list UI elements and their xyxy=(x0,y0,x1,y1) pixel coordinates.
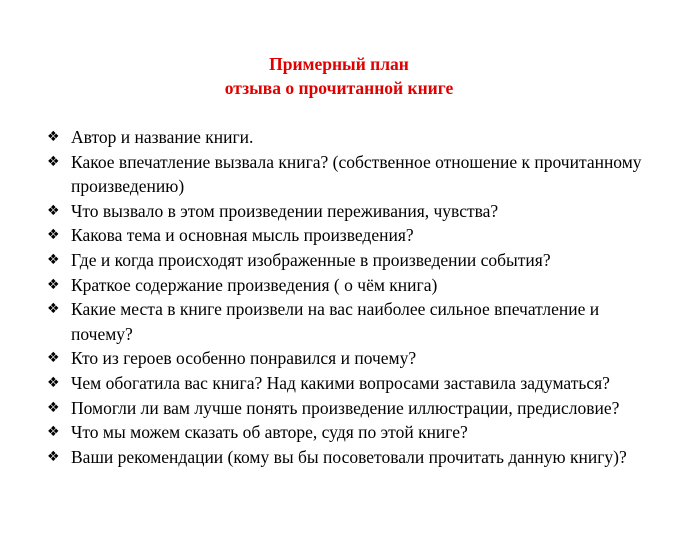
list-item-text: Где и когда происходят изображенные в произведении события? xyxy=(71,249,551,270)
list-item xyxy=(47,445,657,470)
list-item-text: Какие места в книге произвели на вас наиболее сильное впечатление и почему? xyxy=(71,299,600,344)
list-item-text: Чем обогатила вас книга? Над какими вопросами заставила задуматься? xyxy=(71,372,610,393)
list-item-text: Ваши рекомендации (кому вы бы посоветовали прочитать данную книгу)? xyxy=(71,446,627,467)
diamond-bullet-icon: ❖ xyxy=(47,202,60,219)
diamond-bullet-icon: ❖ xyxy=(47,350,60,367)
list-item xyxy=(47,199,657,224)
plan-list xyxy=(47,125,657,469)
list-item xyxy=(47,248,657,273)
list-item-text: Какое впечатление вызвала книга? (собственное отношение к прочитанному произведению) xyxy=(71,151,642,197)
list-item-text: Что вызвало в этом произведении переживания, чувства? xyxy=(71,200,499,221)
page-title-line-2: отзыва о прочитанной книге xyxy=(224,78,454,98)
list-item xyxy=(47,223,657,248)
list-item-text: Автор и название книги. xyxy=(71,127,254,147)
diamond-bullet-icon: ❖ xyxy=(47,374,60,391)
diamond-bullet-icon: ❖ xyxy=(47,276,60,293)
list-item xyxy=(47,150,657,199)
diamond-bullet-icon: ❖ xyxy=(47,399,60,416)
list-item-text: Кто из героев особенно понравился и почему? xyxy=(71,348,417,369)
list-item xyxy=(47,125,657,150)
diamond-bullet-icon: ❖ xyxy=(47,129,60,145)
diamond-bullet-icon: ❖ xyxy=(47,424,60,441)
list-item xyxy=(47,420,657,445)
diamond-bullet-icon: ❖ xyxy=(47,301,60,318)
list-item xyxy=(47,273,657,298)
diamond-bullet-icon: ❖ xyxy=(47,153,60,170)
list-item-text: Что мы можем сказать об авторе, судя по этой книге? xyxy=(71,422,468,443)
page-title-line-1: Примерный план xyxy=(269,54,409,74)
diamond-bullet-icon: ❖ xyxy=(47,251,60,268)
list-item xyxy=(47,297,657,346)
diamond-bullet-icon: ❖ xyxy=(47,227,60,244)
list-item-text: Краткое содержание произведения ( о чём книга) xyxy=(71,274,438,295)
list-item-text: Какова тема и основная мысль произведения? xyxy=(71,225,414,246)
diamond-bullet-icon: ❖ xyxy=(47,448,60,465)
list-item xyxy=(47,346,657,371)
list-item-text: Помогли ли вам лучше понять произведение иллюстрации, предисловие? xyxy=(71,397,620,418)
list-item xyxy=(47,371,657,396)
list-item xyxy=(47,396,657,421)
